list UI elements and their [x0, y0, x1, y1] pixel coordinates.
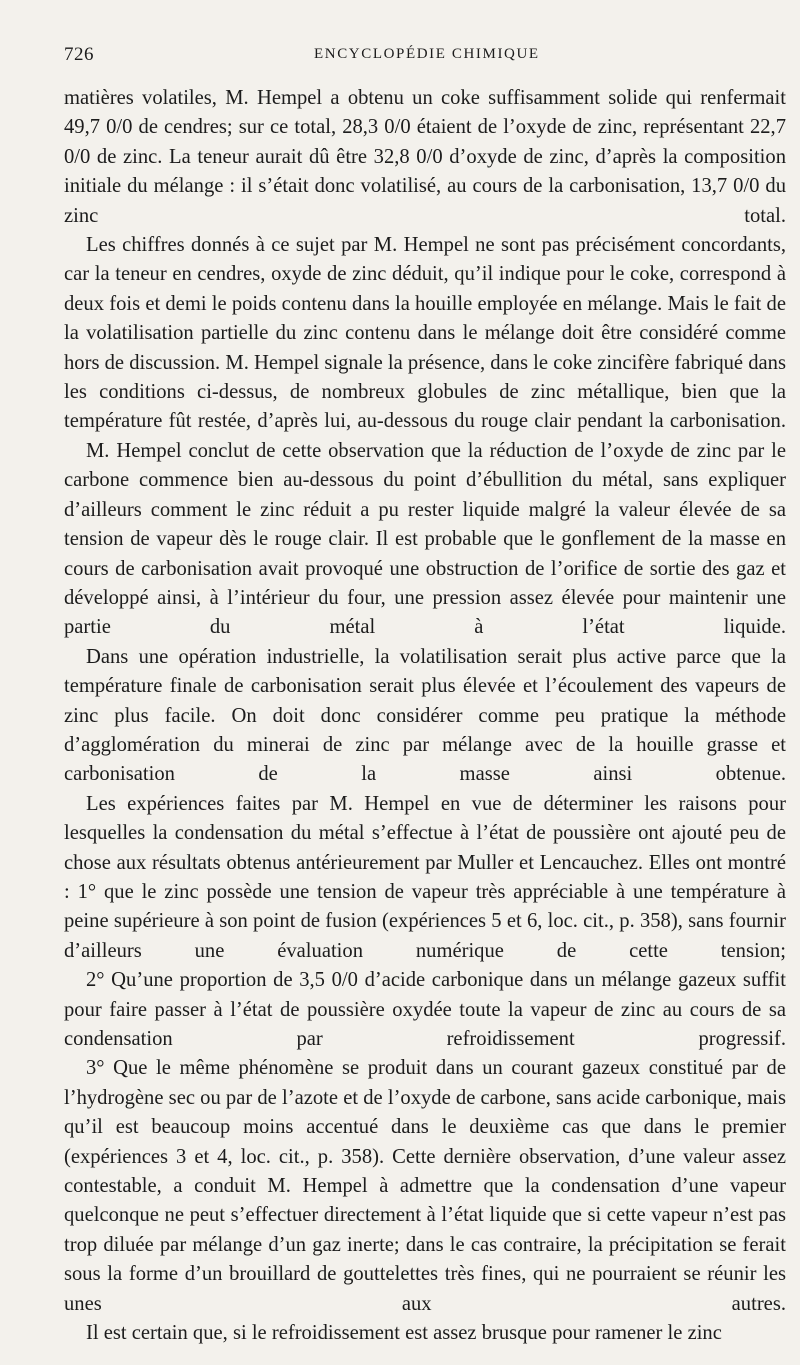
- paragraph: 2° Qu’une proportion de 3,5 0/0 d’acide carbonique dans un mélange gazeux suffit pour faire passer à l’état de poussière oxydée toute la vapeur de zinc au cours de sa condensation par refroidissement progressif.: [64, 969, 786, 1050]
- paragraph: matières volatiles, M. Hempel a obtenu un coke suffisamment solide qui renfermait 49,7 0/0 de cendres; sur ce total, 28,3 0/0 étaient de l’oxyde de zinc, représentant 22,7 0/0 de zinc. La teneur aurait dû être 32,8 0/0 d’oxyde de zinc, d’après la composition initiale du mélange : il s’était donc volatilisé, au cours de la carbonisation, 13,7 0/0 du zinc total.: [64, 87, 786, 227]
- page-number: 726: [64, 44, 94, 65]
- body-text: [64, 84, 786, 1348]
- paragraph: 3° Que le même phénomène se produit dans un courant gazeux constitué par de l’hydrogène sec ou par de l’azote et de l’oxyde de carbone, sans acide carbonique, mais qu’il est beaucoup moins accentué dans le deuxième cas que dans le premier (expériences 3 et 4, loc. cit., p. 358). Cette dernière observation, d’une valeur assez contestable, a conduit M. Hempel à admettre que la condensation d’une vapeur quelconque ne peut s’effectuer directement à l’état liquide que si cette vapeur n’est pas trop diluée par mélange d’un gaz inerte; dans le cas contraire, la précipitation se ferait sous la forme d’un brouillard de gouttelettes très fines, qui ne pourraient se réunir les unes aux autres.: [64, 1057, 786, 1315]
- paragraph: Dans une opération industrielle, la volatilisation serait plus active parce que la température finale de carbonisation serait plus élevée et l’écoulement des vapeurs de zinc plus facile. On doit donc considérer comme peu pratique la méthode d’agglomération du minerai de zinc par mélange avec de la houille grasse et carbonisation de la masse ainsi obtenue.: [64, 645, 786, 786]
- paragraph: Les chiffres donnés à ce sujet par M. Hempel ne sont pas précisément concordants, car la teneur en cendres, oxyde de zinc déduit, qu’il indique pour le coke, correspond à deux fois et demi le poids contenu dans la houille employée en mélange. Mais le fait de la volatilisation partielle du zinc contenu dans le mélange doit être considéré comme hors de discussion. M. Hempel signale la présence, dans le coke zincifère fabriqué dans les conditions ci-dessus, de nombreux globules de zinc métallique, bien que la température fût restée, d’après lui, au-dessous du rouge clair pendant la carbonisation.: [64, 234, 786, 433]
- paragraph: M. Hempel conclut de cette observation que la réduction de l’oxyde de zinc par le carbone commence bien au-dessous du point d’ébullition du métal, sans expliquer d’ailleurs comment le zinc réduit a pu rester liquide malgré la valeur élevée de sa tension de vapeur dès le rouge clair. Il est probable que le gonflement de la masse en cours de carbonisation avait provoqué une obstruction de l’orifice de sortie des gaz et développé ainsi, à l’intérieur du four, une pression assez élevée pour maintenir une partie du métal à l’état liquide.: [64, 439, 786, 639]
- running-title: ENCYCLOPÉDIE CHIMIQUE: [314, 46, 540, 62]
- page-header: [64, 44, 780, 72]
- paragraph: Il est certain que, si le refroidissement est assez brusque pour ramener le zinc: [86, 1322, 722, 1345]
- paragraph: Les expériences faites par M. Hempel en vue de déterminer les raisons pour lesquelles la condensation du métal s’effectue à l’état de poussière ont ajouté peu de chose aux résultats obtenus antérieurement par Muller et Lencauchez. Elles ont montré : 1° que le zinc possède une tension de vapeur très appréciable à une température à peine supérieure à son point de fusion (expériences 5 et 6, loc. cit., p. 358), sans fournir d’ailleurs une évaluation numérique de cette tension;: [64, 792, 786, 962]
